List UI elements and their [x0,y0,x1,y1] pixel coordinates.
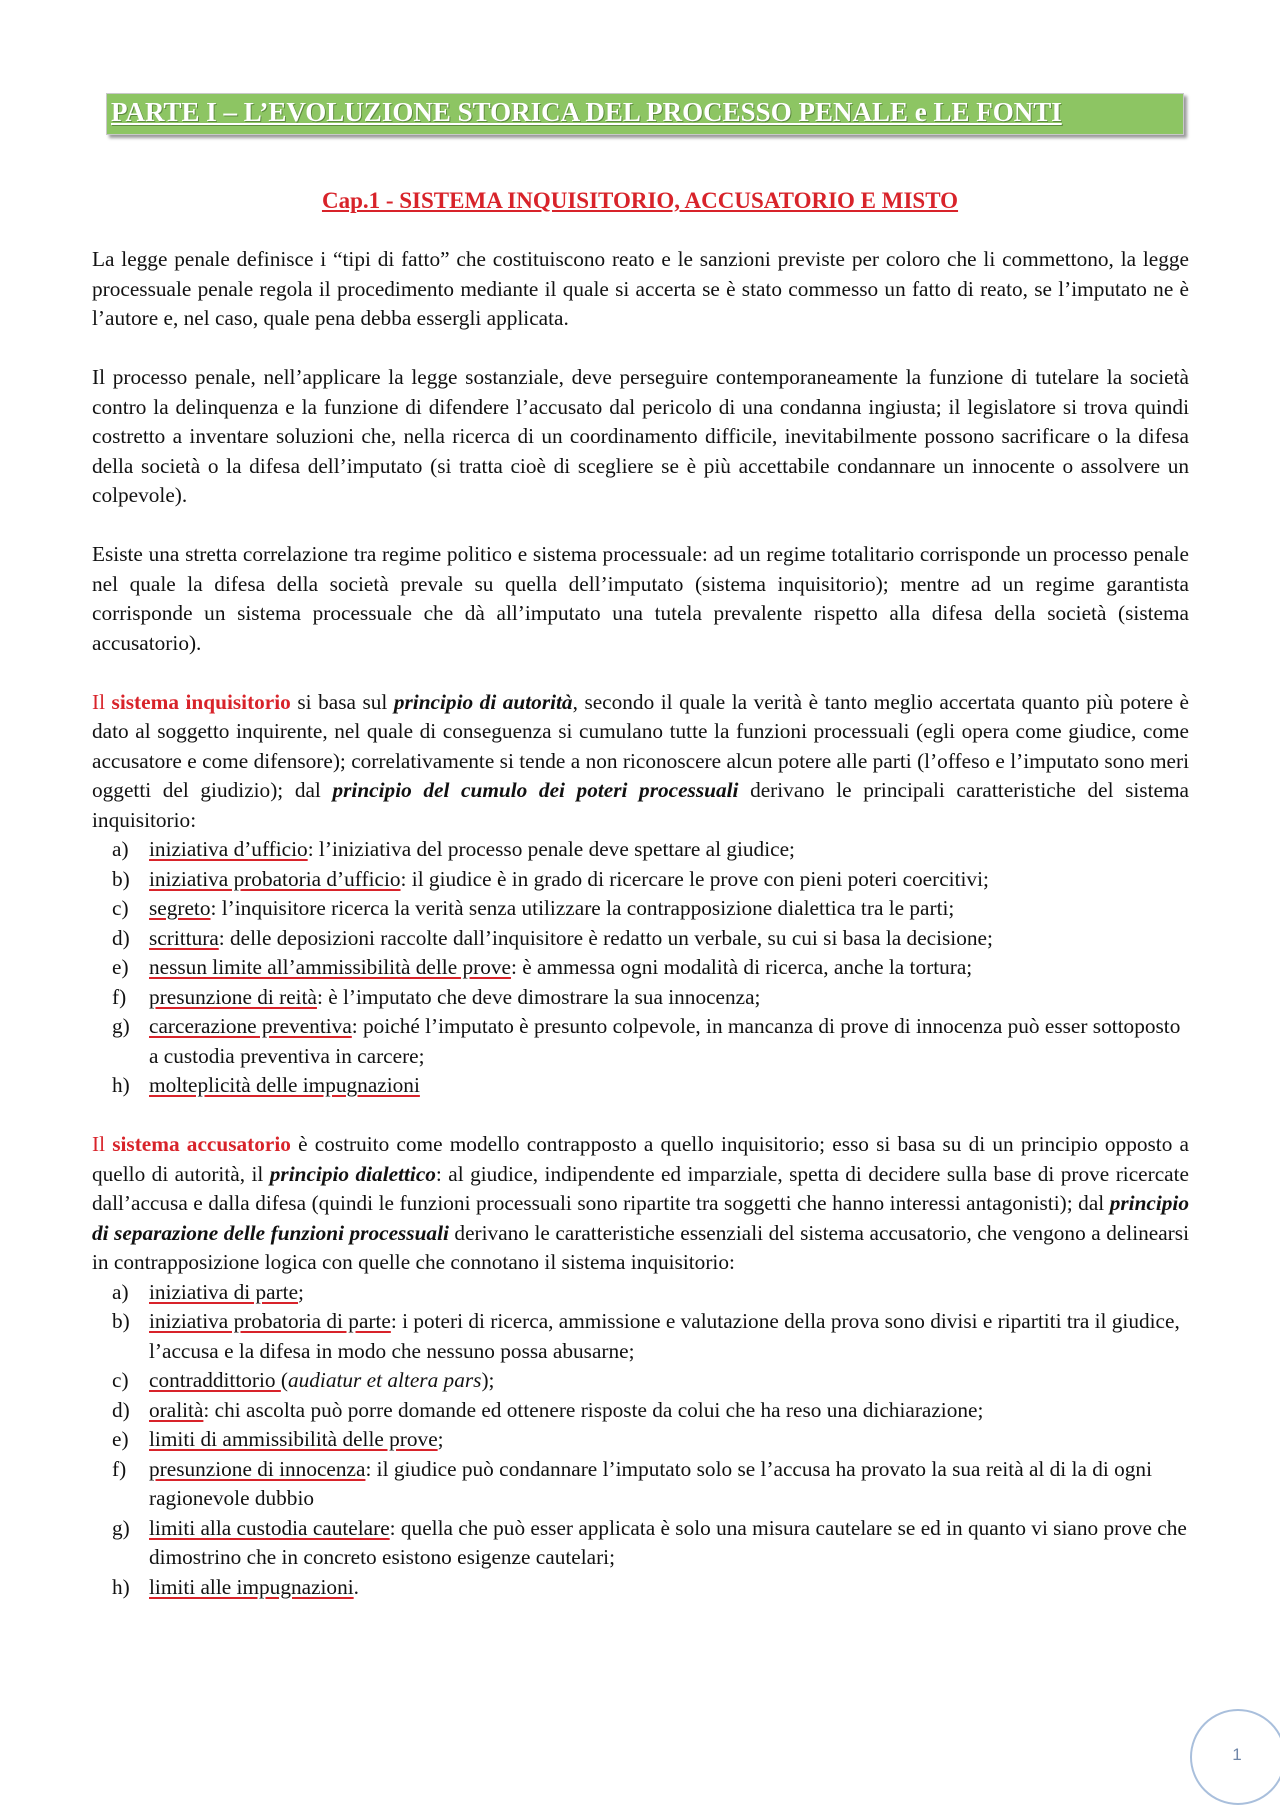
text-run: è costruito come modello contrapposto a quello inquisitorio; esso si basa su di un principio opposto a quello di autorità, il [92,1132,1189,1186]
list-text: ; [437,1427,444,1451]
term-sistema-inquisitorio: sistema inquisitorio [111,689,291,714]
list-marker: f) [112,1456,127,1481]
list-marker: a) [112,837,129,861]
list-term: molteplicità delle impugnazioni [149,1073,420,1097]
paragraph-sistema-inquisitorio [92,688,1189,836]
list-term: presunzione di reità [149,984,317,1009]
list-marker: c) [112,896,129,920]
paragraph-intro: La legge penale definisce i “tipi di fatto” che costituiscono reato e le sanzioni previste per coloro che li commettono, la legge processuale penale regola il procedimento mediante il quale si accerta se è stato commesso un fatto di reato, se l’imputato ne è l’autore e, nel caso, quale pena debba essergli applicata. [92,247,1189,330]
list-item [92,983,1189,1013]
list-item [92,1278,1189,1308]
list-text: : l’iniziativa del processo penale deve spettare al giudice; [307,837,795,861]
list-text: : quella che può esser applicata è solo una misura cautelare se ed in quanto vi siano prove che dimostrino che in concreto esistono esigenze cautelari; [149,1515,1187,1569]
list-term: nessun limite all’ammissibilità delle prove [149,955,511,979]
list-term: iniziativa d’ufficio [149,837,308,861]
list-marker: h) [112,1574,130,1599]
part-title: PARTE I – L’EVOLUZIONE STORICA DEL PROCESSO PENALE e LE FONTI [111,97,1062,127]
list-inquisitorio [92,835,1189,1101]
list-marker: a) [112,1279,129,1304]
list-item [92,924,1189,954]
latin-phrase: audiatur et altera pars [287,1368,482,1392]
lead-il: Il [92,1132,106,1156]
list-term: presunzione di innocenza [149,1456,366,1481]
list-marker: c) [112,1368,129,1392]
list-marker: h) [112,1073,130,1097]
list-item [92,1012,1189,1071]
list-item [92,1366,1189,1396]
list-term: limiti alle impugnazioni [149,1574,354,1599]
text-run: derivano le principali caratteristiche del sistema inquisitorio: [92,778,1189,832]
document-body [92,245,1189,1602]
list-item [92,894,1189,924]
list-item [92,1425,1189,1455]
list-text: : l’inquisitore ricerca la verità senza utilizzare la contrapposizione dialettica tra le parti; [210,896,955,920]
chapter-title: Cap.1 - SISTEMA INQUISITORIO, ACCUSATORIO E MISTO [321,188,959,213]
list-item [92,1573,1189,1603]
list-marker: g) [112,1014,130,1038]
list-item [92,1455,1189,1514]
text-run: derivano le caratteristiche essenziali del sistema accusatorio, che vengono a delinearsi in contrapposizione logica con quelle che connotano il sistema inquisitorio: [92,1220,1189,1274]
lead-il: Il [92,689,106,714]
term-principio-autorita: principio di autorità [393,689,573,714]
list-marker: e) [112,1427,129,1451]
paragraph-processo-penale: Il processo penale, nell’applicare la legge sostanziale, deve perseguire contemporaneamente la funzione di tutelare la società contro la delinquenza e la funzione di difendere l’accusato dal pericolo di una condanna ingiusta; il legislatore si trova quindi costretto a inventare soluzioni che, nella ricerca di un coordinamento difficile, inevitabilmente possono sacrificare o la difesa della società o la difesa dell’imputato (si tratta cioè di scegliere se è più accettabile condannare un innocente o assolvere un colpevole). [92,365,1189,507]
list-item [92,1514,1189,1573]
list-text: ( [280,1368,288,1392]
list-term: iniziativa di parte [149,1279,299,1304]
text-run: , secondo il quale la verità è tanto meglio accertata quanto più potere è dato al soggetto inquirente, nel quale di conseguenza si cumulano tutte la funzioni processuali (egli opera come giudice, come accusatore e come difensore); correlativamente si tende a non riconoscere alcun potere alle parti (l’offeso e l’imputato sono meri oggetti del giudizio); dal [92,689,1190,802]
list-term: iniziativa probatoria d’ufficio [149,866,401,891]
paragraph-sistema-accusatorio [92,1130,1189,1278]
list-marker: f) [112,984,127,1009]
list-text: : i poteri di ricerca, ammissione e valutazione della prova sono divisi e ripartiti tra il giudice, l’accusa e la difesa in modo che nessuno possa abusarne; [149,1309,1180,1363]
list-term: oralità [149,1397,204,1422]
list-marker: d) [112,925,130,950]
list-term: contraddittorio [149,1368,281,1392]
list-item [92,1396,1189,1426]
list-accusatorio [92,1278,1189,1603]
list-text: . [353,1574,359,1599]
text-run: : al giudice, indipendente ed imparziale, spetta di decidere sulla base di prove ricercate dall’accusa e dalla difesa (quindi le funzioni processuali sono ripartite tra soggetti che hanno interessi antagonisti); dal [92,1161,1189,1215]
list-text: : delle deposizioni raccolte dall’inquisitore è redatto un verbale, su cui si basa la decisione; [218,925,993,950]
list-text: ; [298,1279,304,1304]
term-principio-dialettico: principio dialettico [269,1161,436,1186]
list-term: carcerazione preventiva [149,1014,352,1038]
term-principio-cumulo: principio del cumulo dei poteri processuali [332,778,739,802]
list-term: limiti di ammissibilità delle prove [149,1427,438,1451]
list-text: ); [481,1368,495,1392]
page-number-badge [1190,1709,1280,1805]
list-marker: e) [112,955,129,979]
list-text: : il giudice può condannare l’imputato solo se l’accusa ha provato la sua reità al di la di ogni ragionevole dubbio [149,1456,1152,1510]
list-item [92,1071,1189,1101]
list-term: iniziativa probatoria di parte [149,1309,391,1333]
list-text: : il giudice è in grado di ricercare le prove con pieni poteri coercitivi; [400,866,989,891]
list-term: scrittura [149,925,219,950]
text-run: si basa sul [290,689,394,714]
list-term: segreto [149,896,211,920]
list-text: : chi ascolta può porre domande ed ottenere risposte da colui che ha reso una dichiarazione; [203,1397,984,1422]
list-text: : è l’imputato che deve dimostrare la sua innocenza; [316,984,761,1009]
list-item [92,865,1189,895]
list-text: : poiché l’imputato è presunto colpevole, in mancanza di prove di innocenza può esser sottoposto a custodia preventiva in carcere; [149,1014,1181,1068]
list-marker: d) [112,1397,130,1422]
list-term: limiti alla custodia cautelare [149,1515,390,1540]
list-item [92,953,1189,983]
list-marker: g) [112,1515,130,1540]
page-number: 1 [1232,1745,1242,1764]
list-marker: b) [112,1309,130,1333]
paragraph-regime-politico: Esiste una stretta correlazione tra regime politico e sistema processuale: ad un regime totalitario corrisponde un processo penale nel quale la difesa della società prevale su quella dell’imputato (sistema inquisitorio); mentre ad un regime garantista corrisponde un sistema processuale che dà all’imputato una tutela prevalente rispetto alla difesa della società (sistema accusatorio). [92,542,1189,655]
list-marker: b) [112,866,130,891]
list-text: : è ammessa ogni modalità di ricerca, anche la tortura; [510,955,973,979]
term-sistema-accusatorio: sistema accusatorio [112,1132,291,1156]
list-item [92,1307,1189,1366]
term-principio-separazione: principio di separazione delle funzioni processuali [92,1191,1189,1245]
list-item [92,835,1189,865]
part-banner [106,93,1184,135]
